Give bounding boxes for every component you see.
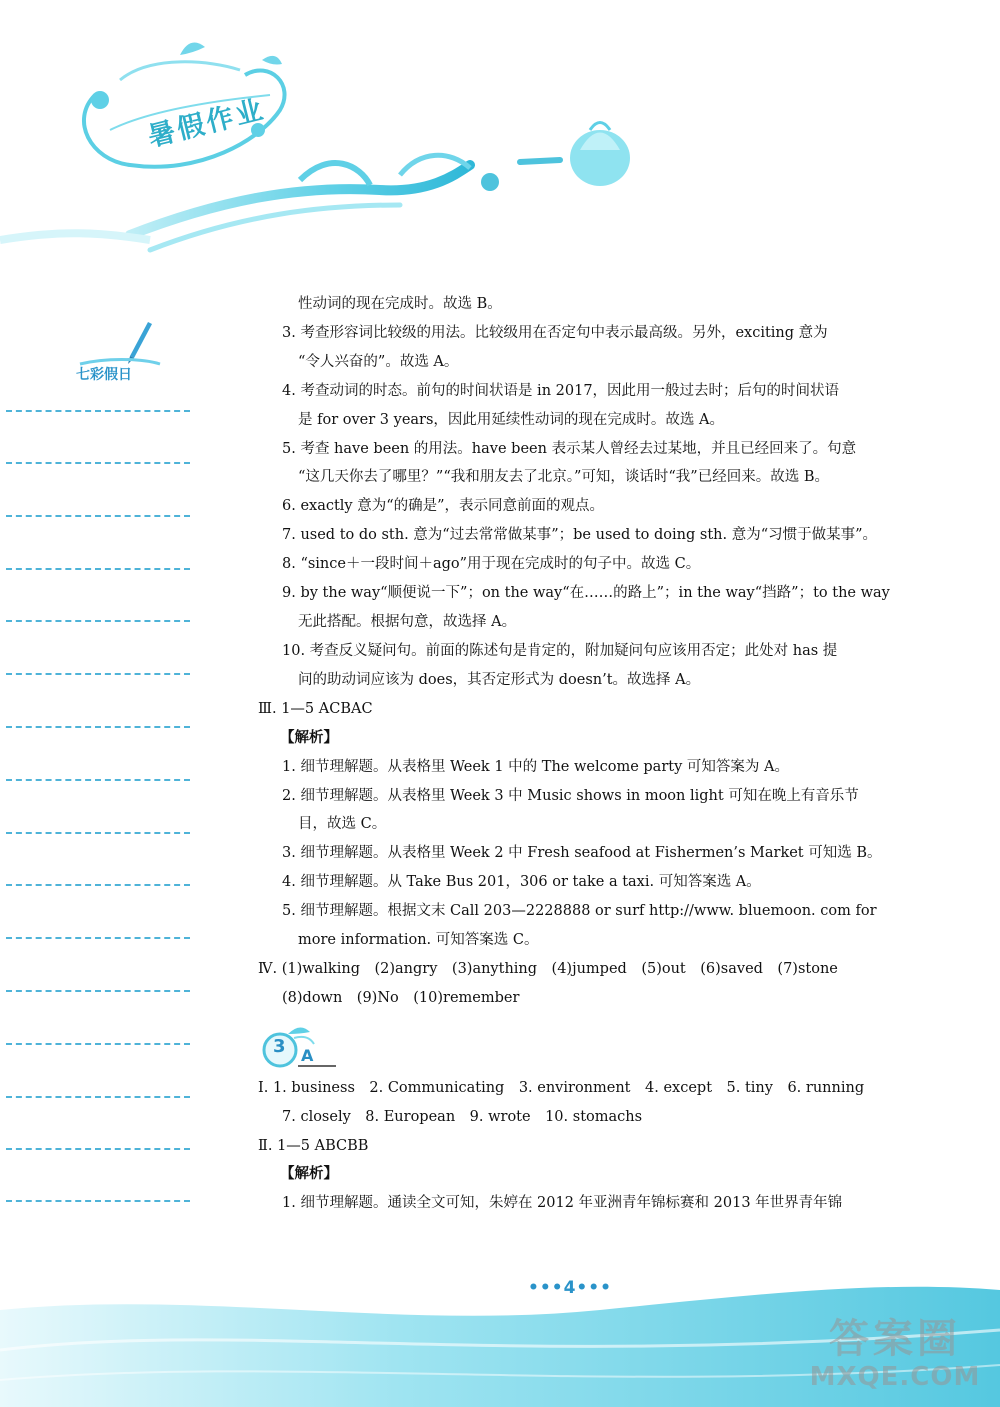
text-line: 1. 细节理解题。通读全文可知，朱婷在 2012 年亚洲青年锦标赛和 2013 年世界青年锦 [282,1195,843,1211]
text-line: 性动词的现在完成时。故选 B。 [298,296,502,312]
note-line [6,410,190,412]
note-line [6,462,190,464]
text-line: more information. 可知答案选 C。 [298,932,539,948]
text-line: 3. 细节理解题。从表格里 Week 2 中 Fresh seafood at Fishermen’s Market 可知选 B。 [282,845,882,861]
note-line [6,1096,190,1098]
sidebar-brand-label: 七彩假日 [76,367,132,383]
text-line: 是 for over 3 years，因此用延续性动词的现在完成时。故选 A。 [298,412,724,428]
note-line [6,1200,190,1202]
text-line: 2. 细节理解题。从表格里 Week 3 中 Music shows in moon light 可知在晚上有音乐节 [282,788,859,804]
text-line: 6. exactly 意为“的确是”，表示同意前面的观点。 [282,498,605,514]
text-line: 8. “since＋一段时间＋ago”用于现在完成时的句子中。故选 C。 [282,556,701,572]
text-line: 7. closely 8. European 9. wrote 10. stomachs [282,1109,643,1125]
text-line: “这几天你去了哪里？”“我和朋友去了北京。”可知，谈话时“我”已经回来。故选 B。 [298,469,829,485]
section-heading: Ⅳ. (1)walking (2)angry (3)anything (4)jumped (5)out (6)saved (7)stone [258,961,838,977]
note-line [6,568,190,570]
text-line: 9. by the way“顺便说一下”；on the way“在……的路上”；in the way“挡路”；to the way [282,585,890,601]
text-line: 10. 考查反义疑问句。前面的陈述句是肯定的，附加疑问句应该用否定；此处对 has 提 [282,643,838,659]
watermark [800,1316,990,1392]
note-line [6,990,190,992]
note-line [6,1148,190,1150]
section-number: 3 [273,1036,286,1057]
section-badge-icon [258,1022,338,1072]
section-heading: Ⅱ. 1—5 ABCBB [258,1138,369,1154]
header-title: 暑假作业 [144,93,269,154]
analysis-label: 【解析】 [280,729,338,746]
text-line: 7. used to do sth. 意为“过去常常做某事”；be used to doing sth. 意为“习惯于做某事”。 [282,527,878,543]
note-line [6,937,190,939]
note-line [6,515,190,517]
text-line: 1. 细节理解题。从表格里 Week 1 中的 The welcome party 可知答案为 A。 [282,759,789,775]
text-line: 3. 考查形容词比较级的用法。比较级用在否定句中表示最高级。另外，exciting 意为 [282,325,828,341]
text-line: (8)down (9)No (10)remember [282,990,520,1006]
section-heading: Ⅲ. 1—5 ACBAC [258,701,373,717]
section-heading: Ⅰ. 1. business 2. Communicating 3. environment 4. except 5. tiny 6. running [258,1080,865,1096]
note-line [6,779,190,781]
text-line: 5. 细节理解题。根据文末 Call 203—2228888 or surf http://www. bluemoon. com for [282,903,877,919]
text-line: 问的助动词应该为 does，其否定形式为 doesn’t。故选择 A。 [298,672,701,688]
text-line: 目，故选 C。 [298,816,387,832]
text-line: “令人兴奋的”。故选 A。 [298,354,459,370]
section-letter: A [301,1046,314,1065]
text-line: 无此搭配。根据句意，故选择 A。 [298,614,517,630]
page-number: •••4••• [527,1278,613,1298]
text-line: 4. 考查动词的时态。前句的时间状语是 in 2017，因此用一般过去时；后句的时间状语 [282,383,840,399]
note-line [6,1043,190,1045]
note-line [6,620,190,622]
text-line: 5. 考查 have been 的用法。have been 表示某人曾经去过某地，并且已经回来了。句意 [282,441,857,457]
note-line [6,673,190,675]
text-line: 4. 细节理解题。从 Take Bus 201，306 or take a taxi. 可知答案选 A。 [282,874,761,890]
note-line [6,884,190,886]
analysis-label: 【解析】 [280,1165,338,1182]
note-line [6,832,190,834]
note-line [6,726,190,728]
watermark-top: 答案圈 [829,1316,961,1362]
watermark-bottom: MXQE.COM [809,1362,981,1392]
